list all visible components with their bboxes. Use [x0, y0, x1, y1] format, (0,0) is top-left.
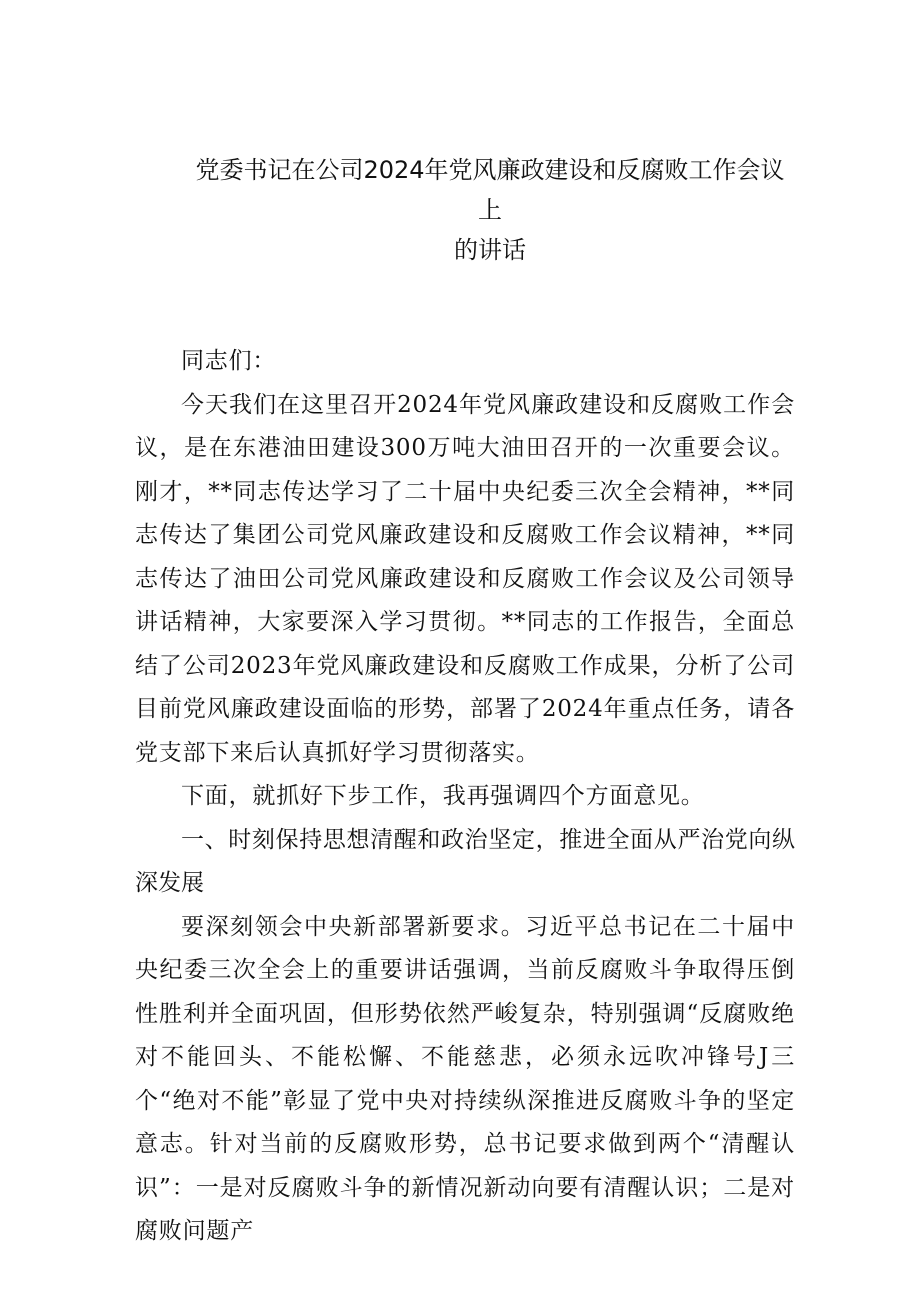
section-1-paragraph: 要深刻领会中央新部署新要求。习近平总书记在二十届中央纪委三次全会上的重要讲话强调，当前反腐败斗争取得压倒性胜利并全面巩固，但形势依然严峻复杂，特别强调“反腐败绝对不能回头、不能松懈、不能慈悲，必须永远吹冲锋号J三个“绝对不能”彰显了党中央对持续纵深推进反腐败斗争的坚定意志。针对当前的反腐败形势，总书记要求做到两个“清醒认识”：一是对反腐败斗争的新情况新动向要有清醒认识；二是对腐败问题产: [135, 913, 795, 1244]
title-line-2: 的讲话: [454, 236, 526, 264]
salutation: 同志们：: [181, 348, 277, 374]
title-line-1: 党委书记在公司2024年党风廉政建设和反腐败工作会议上: [195, 156, 785, 224]
section-1-heading: 一、时刻保持思想清醒和政治坚定，推进全面从严治党向纵深发展: [135, 826, 795, 896]
document-title: [135, 150, 795, 270]
body-paragraph-opening: 今天我们在这里召开2024年党风廉政建设和反腐败工作会议，是在东港油田建设300万吨大油田召开的一次重要会议。刚才，**同志传达学习了二十届中央纪委三次全会精神，**同志传达了集团公司党风廉政建设和反腐败工作会议精神，**同志传达了油田公司党风廉政建设和反腐败工作会议及公司领导讲话精神，大家要深入学习贯彻。**同志的工作报告，全面总结了公司2023年党风廉政建设和反腐败工作成果，分析了公司目前党风廉政建设面临的形势，部署了2024年重点任务，请各党支部下来后认真抓好学习贯彻落实。: [135, 391, 795, 766]
body-paragraph-transition: 下面，就抓好下步工作，我再强调四个方面意见。: [181, 783, 705, 809]
